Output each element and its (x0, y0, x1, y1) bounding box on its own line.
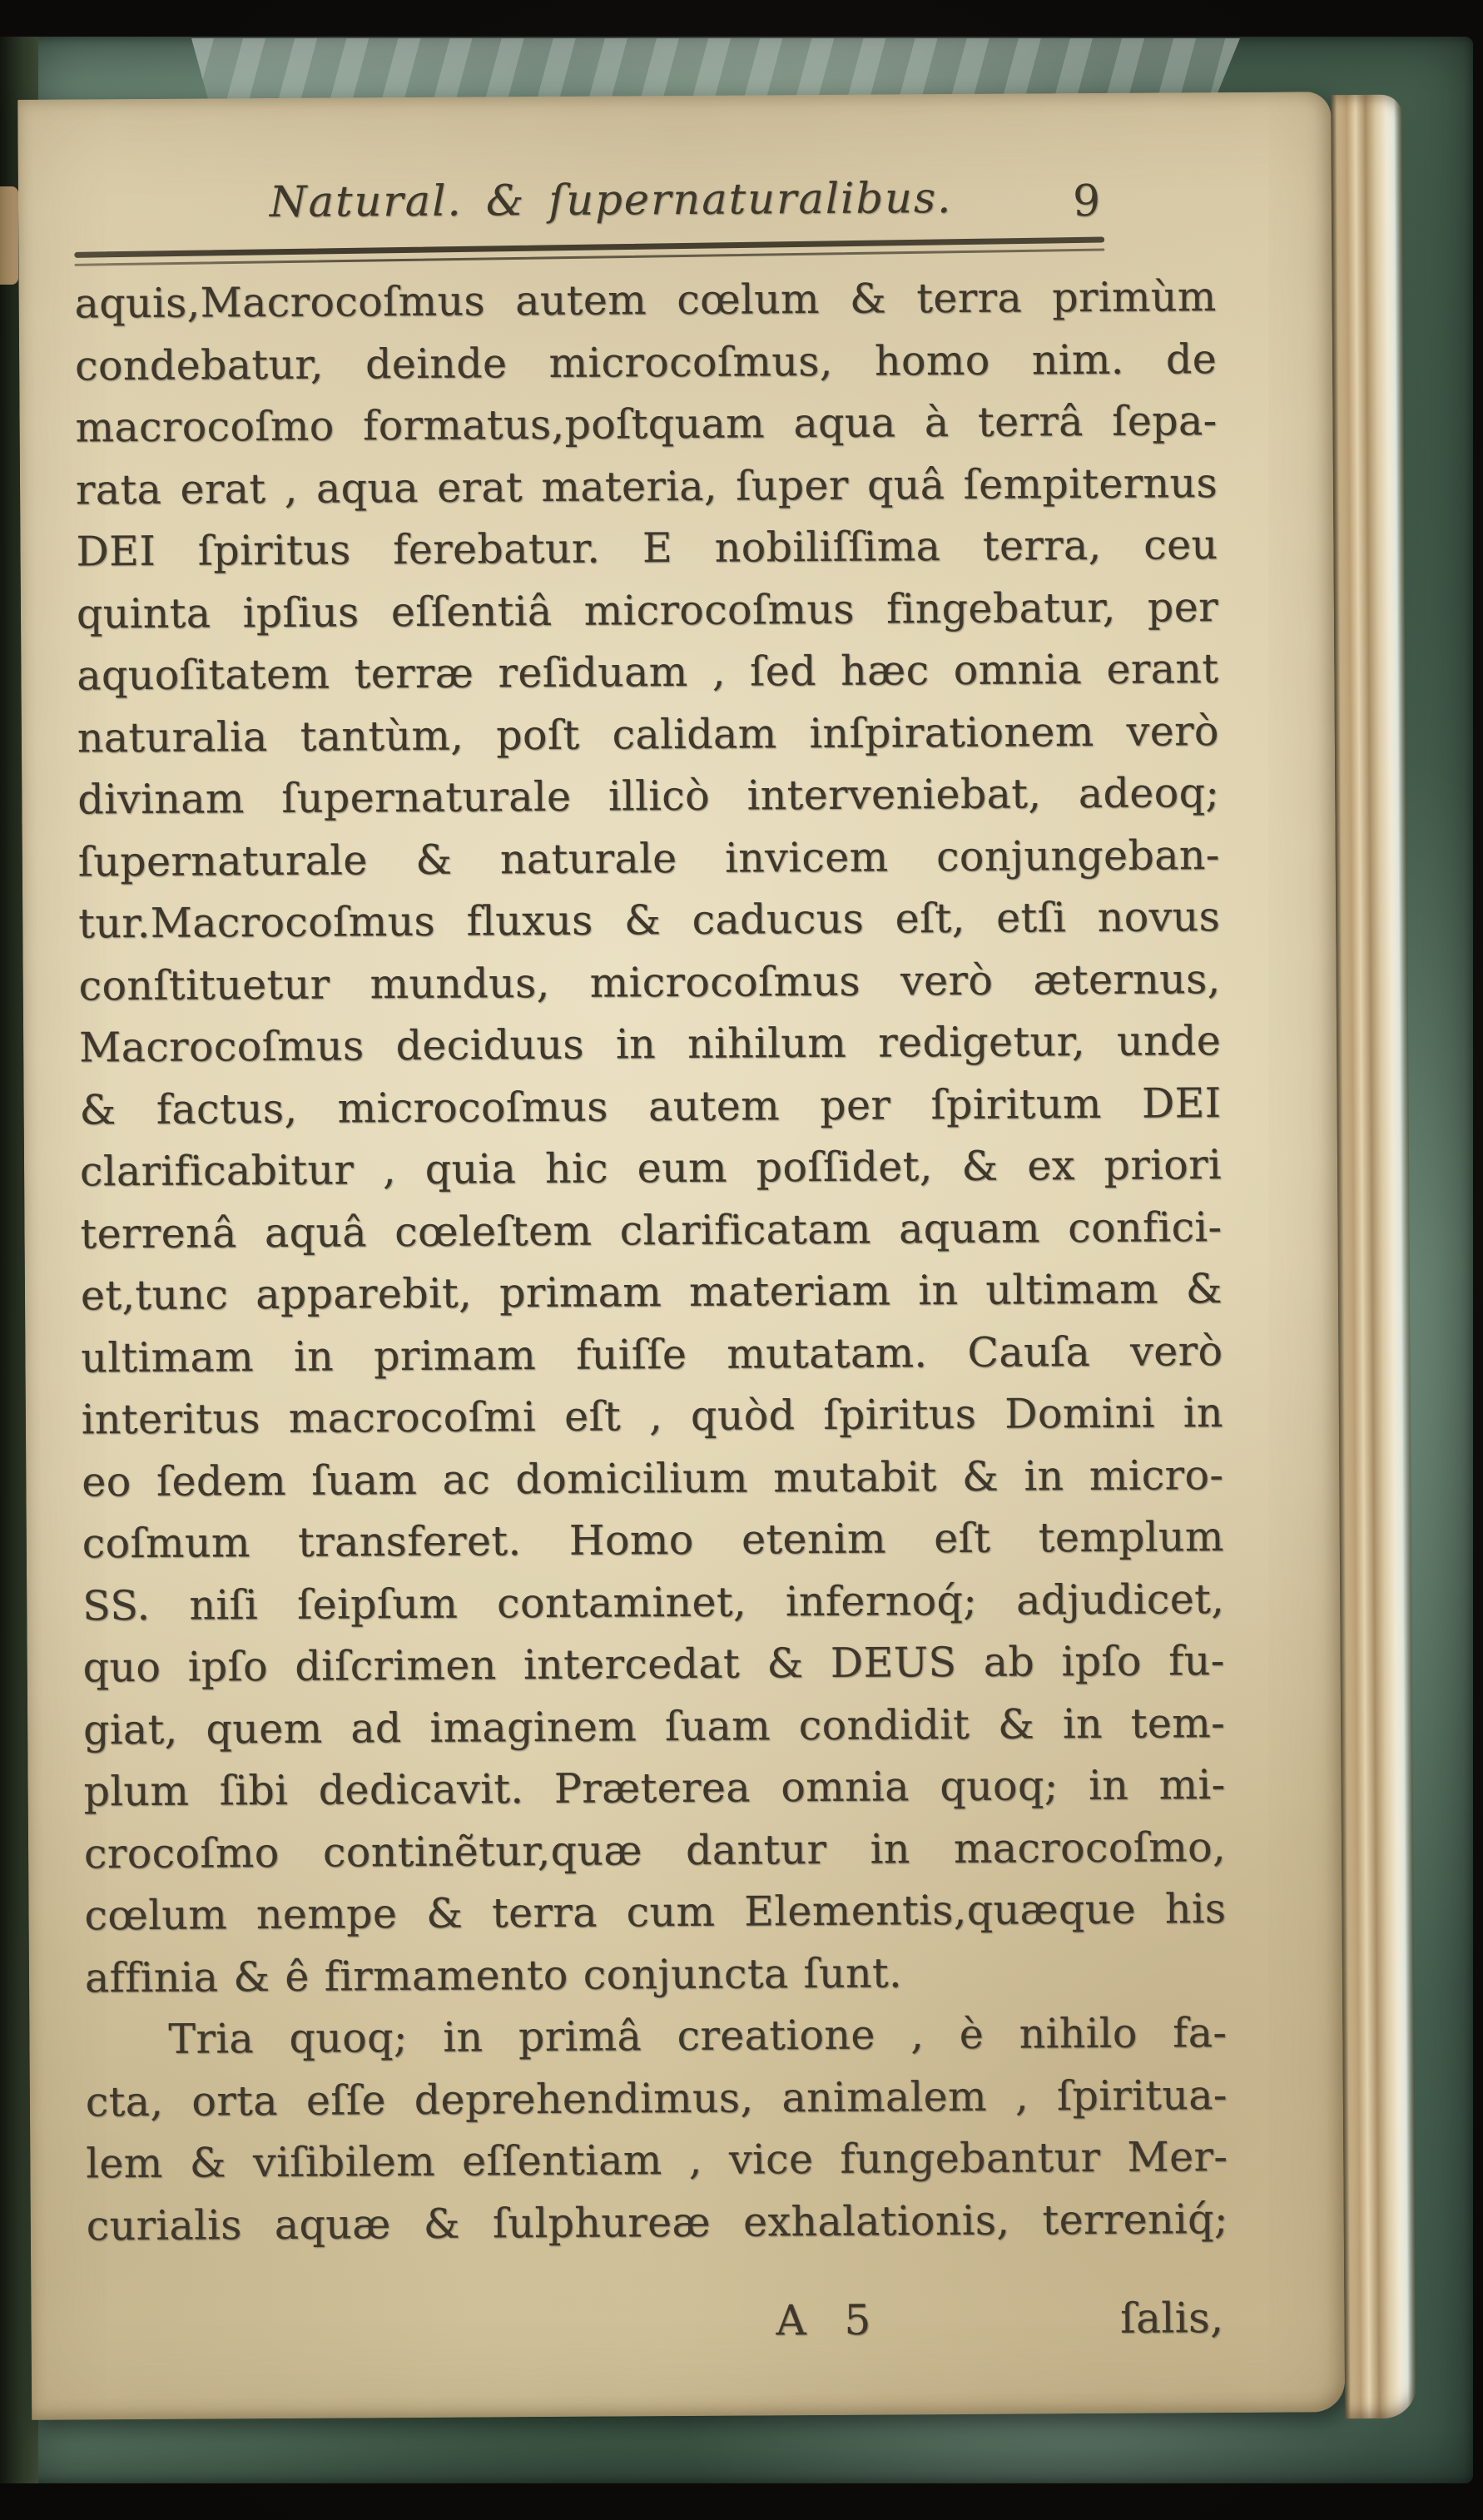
text-line: affinia & ê firmamento conjuncta ſunt. (84, 1948, 903, 2002)
running-header: Natural. & ſupernaturalibus. (269, 174, 953, 228)
text-line: ſupernaturale & naturale invicem conjungeban- (77, 831, 1220, 885)
text-line: quinta ipſius eſſentiâ microcoſmus fingebatur, per (76, 583, 1219, 637)
text-line: Macrocoſmus deciduus in nihilum redigetur, unde (78, 1017, 1222, 1072)
text-line: naturalia tantùm, poſt calidam inſpirationem verò (77, 707, 1220, 761)
text-line: & factus, microcoſmus autem per ſpiritum DEI (79, 1079, 1222, 1134)
text-line: macrocoſmo formatus,poſtquam aqua à terrâ ſepa- (75, 397, 1218, 452)
page-number: 9 (1072, 176, 1101, 227)
header-rule (74, 237, 1104, 266)
text-line: curialis aquæ & ſulphureæ exhalationis, terreniq́; (86, 2195, 1228, 2250)
text-line: lem & viſibilem eſſentiam , vice fungebantur Mer- (86, 2133, 1228, 2188)
catchword: ſalis, (1120, 2294, 1224, 2343)
text-line-paragraph-start: Tria quoq; in primâ creatione , è nihilo fa- (168, 2009, 1228, 2063)
text-line: rata erat , aqua erat materia, ſuper quâ ſempiternus (75, 459, 1218, 513)
text-line: terrenâ aquâ cœleſtem clarificatam aquam confici- (80, 1203, 1223, 1258)
footer-line (87, 2287, 1228, 2357)
text-line: giat, quem ad imaginem ſuam condidit & in tem- (82, 1699, 1226, 1754)
text-line: tur.Macrocoſmus fluxus & caducus eſt, etſi novus (78, 893, 1221, 948)
text-line: eo ſedem ſuam ac domicilium mutabit & in micro- (82, 1451, 1224, 1506)
text-line: plum ſibi dedicavit. Præterea omnia quoq; in mi- (83, 1761, 1226, 1816)
header-rule-thick (74, 237, 1104, 258)
page-header (74, 172, 1214, 239)
text-line: SS. niſi ſeipſum contaminet, infernoq́; adjudicet, (82, 1575, 1225, 1630)
text-line: coſmum transferet. Homo etenim eſt templum (82, 1513, 1224, 1568)
text-block (74, 266, 1228, 2357)
text-line: conſtituetur mundus, microcoſmus verò æternus, (78, 955, 1221, 1009)
text-line: et,tunc apparebit, primam materiam in ultimam & (80, 1265, 1223, 1320)
text-line: crocoſmo continẽtur,quæ dantur in macrocoſmo, (83, 1823, 1227, 1878)
text-line: condebatur, deinde microcoſmus, homo nim. de (74, 335, 1218, 389)
text-line: clarificabitur , quia hic eum poſſidet, & ex priori (79, 1141, 1223, 1196)
text-line: ultimam in primam fuiſſe mutatam. Cauſa verò (81, 1327, 1223, 1382)
text-line: DEI ſpiritus ferebatur. E nobiliſſima terra, ceu (76, 521, 1218, 576)
text-line: aquoſitatem terræ reſiduam , ſed hæc omnia erant (77, 645, 1219, 700)
signature-mark: A 5 (776, 2295, 883, 2345)
text-line: divinam ſupernaturale illicò interveniebat, adeoq; (77, 769, 1220, 824)
spine-fragment (0, 186, 18, 285)
text-line: cœlum nempe & terra cum Elementis,quæque his (84, 1885, 1227, 1940)
page-fore-edge (1331, 95, 1416, 2418)
text-line: cta, orta eſſe deprehendimus, animalem , ſpiritua- (85, 2071, 1228, 2126)
text-line: interitus macrocoſmi eſt , quòd ſpiritus Domini in (81, 1389, 1224, 1444)
text-line: aquis,Macrocoſmus autem cœlum & terra primùm (74, 273, 1217, 328)
text-line: quo ipſo diſcrimen intercedat & DEUS ab ipſo fu- (82, 1637, 1225, 1692)
book-page (17, 92, 1345, 2420)
